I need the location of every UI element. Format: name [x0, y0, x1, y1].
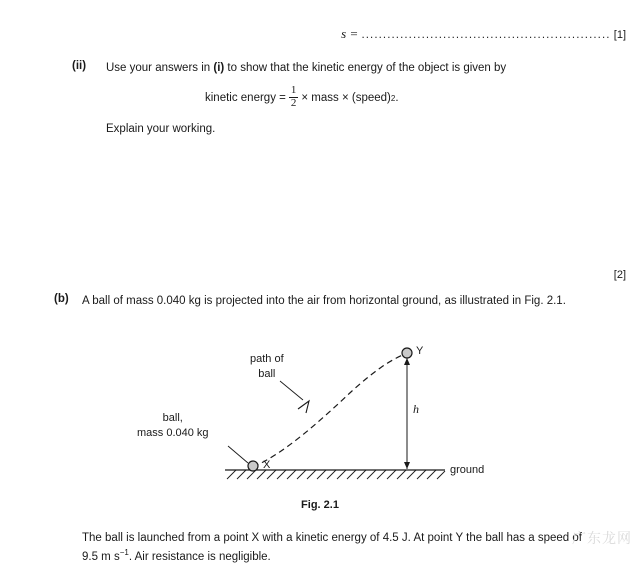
question-part-b [54, 293, 622, 310]
answer-symbol: s = [341, 26, 359, 41]
figure-2-1 [120, 333, 520, 493]
closing-exponent: −1 [119, 548, 129, 558]
ball-at-y [402, 348, 412, 358]
fraction-numerator: 1 [290, 84, 297, 96]
closing-line-2-after: . Air resistance is negligible. [128, 551, 271, 564]
equation-period: . [395, 92, 399, 105]
closing-line-1: The ball is launched from a point X with a kinetic energy of 4.5 J. At point Y the ball has a [82, 532, 535, 544]
part-b-text: A ball of mass 0.040 kg is projected into the air from horizontal ground, as illustrated in Fig. 2.1. [82, 295, 566, 307]
part-b-label: (b) [54, 293, 69, 305]
explain-working-text: Explain your working. [106, 123, 216, 135]
mark-allocation-1: [1] [613, 29, 626, 41]
closing-paragraph [82, 530, 582, 566]
ground-label: ground [450, 464, 485, 476]
path-label-leader [280, 381, 303, 400]
part-ii-text [106, 60, 592, 77]
height-label: h [413, 402, 419, 416]
answer-line-s [0, 26, 640, 42]
part-ii-label: (ii) [72, 60, 87, 72]
part-ii-bold-ref: (i) [213, 62, 225, 74]
ball-at-x [248, 461, 258, 471]
equation-exponent: 2 [390, 93, 396, 103]
part-ii-text-after: to show that the kinetic energy of the object is given by [224, 62, 507, 74]
ball-mass-label: ball, mass 0.040 kg [137, 412, 209, 439]
part-ii-text-before: Use your answers in [106, 62, 214, 74]
point-x-label: X [263, 459, 271, 471]
figure-caption: Fig. 2.1 [301, 499, 339, 511]
height-arrow-top [404, 358, 410, 365]
point-y-label: Y [416, 345, 424, 357]
answer-dotted-line: .......................................................... [361, 29, 611, 41]
equation-rhs: × mass × (speed) [301, 92, 391, 105]
closing-line-2-before: speed of 9.5 m s [82, 532, 582, 564]
ball-label-leader [228, 446, 248, 463]
equation-lhs: kinetic energy = [205, 92, 286, 105]
path-of-ball-label: path of ball [250, 353, 284, 380]
question-part-ii [72, 60, 592, 77]
height-arrow-bottom [404, 462, 410, 469]
mark-allocation-2: [2] [613, 269, 626, 281]
path-direction-arrow [298, 401, 309, 413]
kinetic-energy-equation [205, 86, 399, 110]
one-half-fraction [289, 85, 299, 109]
watermark: 广东龙网 [572, 531, 632, 547]
ground-hatching [227, 470, 445, 479]
fraction-denominator: 2 [290, 96, 297, 109]
